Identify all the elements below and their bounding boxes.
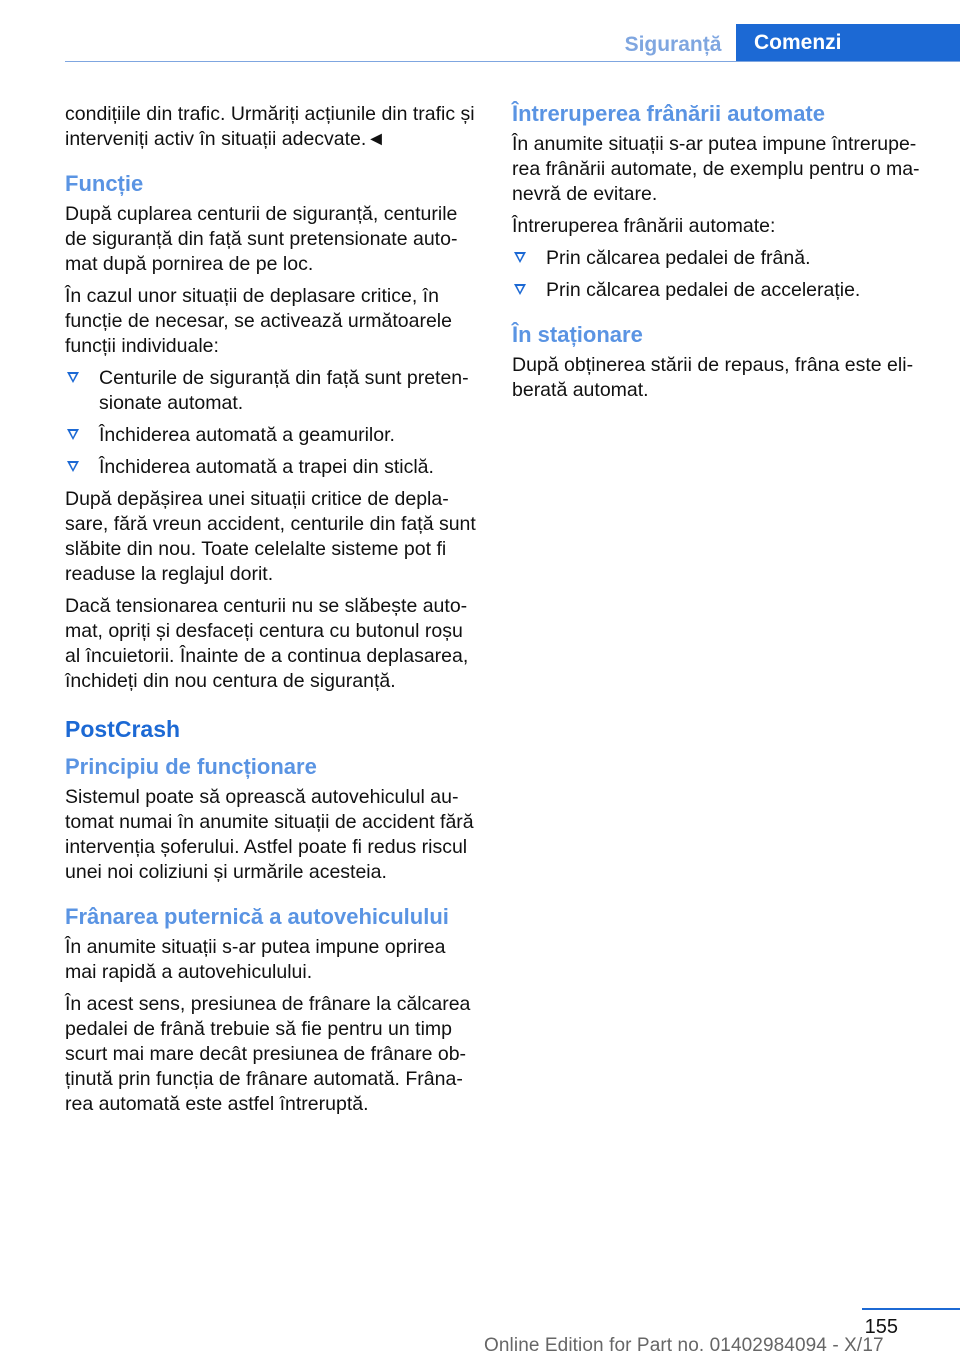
header-tab-comenzi: Comenzi bbox=[736, 24, 960, 62]
functie-paragraph-4: Dacă tensionarea centurii nu se slăbește auto‐mat, opriți și desfaceți centura cu butonul roșu al încuietorii. Înainte de a continua deplasarea, închideți din nou centura de siguranță. bbox=[65, 595, 469, 692]
triangle-bullet-icon bbox=[514, 284, 526, 295]
intrerupere-paragraph-2: Întreruperea frânării automate: bbox=[512, 215, 776, 237]
triangle-bullet-icon bbox=[67, 429, 79, 440]
list-item-text: Închiderea automată a geamurilor. bbox=[99, 424, 395, 446]
list-item-text: Prin călcarea pedalei de frână. bbox=[546, 247, 811, 269]
postcrash-heading: PostCrash bbox=[65, 716, 181, 742]
page-header bbox=[0, 0, 960, 62]
header-tab-siguranta: Siguranță bbox=[624, 33, 722, 56]
right-column bbox=[512, 100, 927, 410]
functie-bullet-list bbox=[65, 366, 480, 480]
functie-paragraph-3: După depășirea unei situații critice de depla‐sare, fără vreun accident, centurile din față sunt slăbite din nou. Toate celelalte sisteme pot fi readuse la reglajul dorit. bbox=[65, 488, 476, 585]
stationare-paragraph: După obținerea stării de repaus, frâna este eli‐berată automat. bbox=[512, 354, 914, 401]
footer-divider bbox=[862, 1308, 960, 1310]
functie-heading: Funcție bbox=[65, 171, 144, 196]
header-divider bbox=[65, 61, 960, 62]
franare-paragraph-2: În acest sens, presiunea de frânare la călcarea pedalei de frână trebuie să fie pentru un timp scurt mai mare decât presiunea de frânare ob‐ținută prin funcția de frânare automată. Frâna‐rea automată este astfel întreruptă. bbox=[65, 993, 471, 1115]
intro-paragraph: condițiile din trafic. Urmăriți acțiunile din trafic și interveniți activ în situații adecvate.◄ bbox=[65, 103, 475, 150]
functie-paragraph-2: În cazul unor situații de deplasare critice, în funcție de necesar, se activează următoarele funcții individuale: bbox=[65, 285, 452, 357]
triangle-bullet-icon bbox=[67, 372, 79, 383]
list-item-text: Închiderea automată a trapei din sticlă. bbox=[99, 456, 434, 478]
intrerupere-paragraph-1: În anumite situații s-ar putea impune întrerupe‐rea frânării automate, de exemplu pentru o ma‐nevră de evitare. bbox=[512, 133, 920, 205]
list-item bbox=[512, 246, 927, 271]
triangle-bullet-icon bbox=[514, 252, 526, 263]
list-item bbox=[65, 423, 480, 448]
page-number: 155 bbox=[864, 1316, 898, 1338]
list-item-text: Centurile de siguranță din față sunt preten‐sionate automat. bbox=[99, 367, 469, 414]
list-item bbox=[65, 455, 480, 480]
franare-paragraph-1: În anumite situații s-ar putea impune oprirea mai rapidă a autovehiculului. bbox=[65, 936, 446, 983]
list-item bbox=[65, 366, 480, 416]
footer-edition-text: Online Edition for Part no. 01402984094 - X/17 bbox=[484, 1335, 884, 1356]
stationare-heading: În staționare bbox=[512, 322, 643, 347]
principiu-paragraph: Sistemul poate să oprească autovehiculul au‐tomat numai în anumite situații de accident fără intervenția șoferului. Astfel poate fi redus riscul unei noi coliziuni și urmările acesteia. bbox=[65, 786, 474, 883]
functie-paragraph-1: După cuplarea centurii de siguranță, centurile de siguranță din față sunt pretensionate auto‐mat după pornirea de pe loc. bbox=[65, 203, 458, 275]
intrerupere-heading: Întreruperea frânării automate bbox=[512, 101, 825, 126]
list-item bbox=[512, 278, 927, 303]
franare-heading: Frânarea puternică a autovehiculului bbox=[65, 904, 449, 929]
intrerupere-bullet-list bbox=[512, 246, 927, 303]
triangle-bullet-icon bbox=[67, 461, 79, 472]
list-item-text: Prin călcarea pedalei de accelerație. bbox=[546, 279, 861, 301]
principiu-heading: Principiu de funcționare bbox=[65, 754, 317, 779]
left-column bbox=[65, 100, 480, 1124]
